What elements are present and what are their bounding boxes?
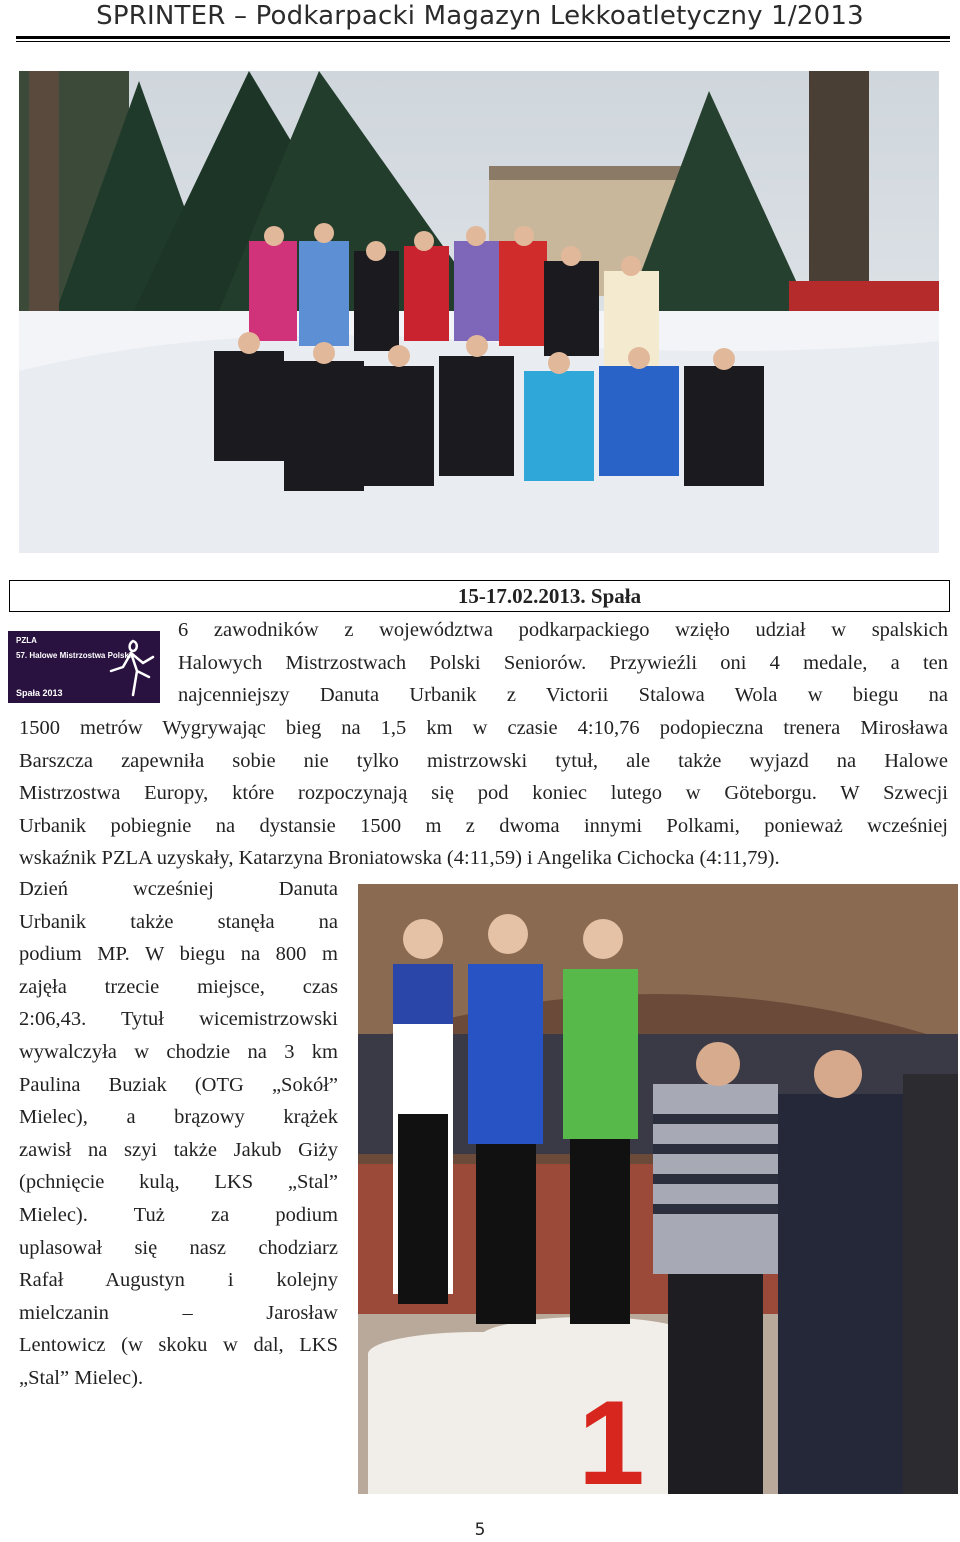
text-line: 6 zawodników z województwa podkarpackiego wzięło udział w spalskich (178, 619, 948, 641)
page-header (0, 0, 960, 40)
logo-line-3: Spała 2013 (16, 688, 63, 698)
paragraph-1-full (19, 712, 948, 875)
text-line: Mistrzostwa Europy, które rozpoczynają się pod koniec lutego w Göteborgu. W Szwecji (19, 782, 948, 805)
svg-text:1: 1 (578, 1376, 645, 1494)
article-heading-box (9, 580, 950, 612)
text-line: zajęła trzecie miejsce, czas (19, 975, 338, 998)
text-line: wskaźnik PZLA uzyskały, Katarzyna Broniatowska (4:11,59) i Angelika Cichocka (4:11,79). (19, 847, 780, 870)
article-heading: 15-17.02.2013. Spała (457, 584, 642, 608)
text-line: Rafał Augustyn i kolejny (19, 1269, 338, 1292)
text-line: Urbanik także stanęła na (19, 910, 338, 933)
text-line: wywalczyła w chodzie na 3 km (19, 1040, 338, 1063)
text-line: Barszcza zapewniła sobie nie tylko mistrzowski tytuł, ale także wyjazd na Halowe (19, 749, 948, 772)
text-line: mielczanin – Jarosław (19, 1301, 338, 1324)
text-line: (pchnięcie kulą, LKS „Stal” (19, 1171, 338, 1194)
text-line: Urbanik pobiegnie na dystansie 1500 m z dwoma innymi Polkami, ponieważ wcześniej (19, 814, 948, 837)
text-line: Paulina Buziak (OTG „Sokół” (19, 1073, 338, 1096)
header-rule-thick (16, 36, 950, 39)
header-rule-thin (16, 41, 950, 42)
logo-line-2: 57. Halowe Mistrzostwa Polski (16, 651, 132, 660)
text-line: Mielec). Tuż za podium (19, 1203, 338, 1226)
text-line: 2:06,43. Tytuł wicemistrzowski (19, 1008, 338, 1031)
paragraph-1-indented (178, 614, 948, 712)
text-line: Halowych Mistrzostwach Polski Seniorów. Przywieźli oni 4 medale, a ten (178, 651, 948, 674)
logo-line-1: PZLA (16, 636, 37, 645)
text-line: najcenniejszy Danuta Urbanik z Victorii Stalowa Wola w biegu na (178, 684, 948, 707)
text-line: „Stal” Mielec). (19, 1366, 144, 1389)
podium-photo (358, 884, 958, 1494)
text-line: podium MP. W biegu na 800 m (19, 943, 338, 966)
text-line: Mielec), a brązowy krążek (19, 1106, 338, 1129)
text-line: 1500 metrów Wygrywając bieg na 1,5 km w czasie 4:10,76 podopieczna trenera Mirosława (19, 717, 948, 739)
page-number: 5 (474, 1520, 486, 1540)
athlete-silhouette-icon (103, 637, 158, 699)
text-line: Dzień wcześniej Danuta (19, 878, 338, 900)
championship-logo (8, 631, 160, 703)
text-line: Lentowicz (w skoku w dal, LKS (19, 1334, 338, 1357)
text-line: uplasował się nasz chodziarz (19, 1236, 338, 1259)
paragraph-2 (19, 873, 338, 1395)
text-line: zawisł na szyi także Jakub Giży (19, 1138, 338, 1161)
team-winter-photo (19, 71, 939, 553)
magazine-title: SPRINTER – Podkarpacki Magazyn Lekkoatletyczny 1/2013 (96, 1, 864, 31)
